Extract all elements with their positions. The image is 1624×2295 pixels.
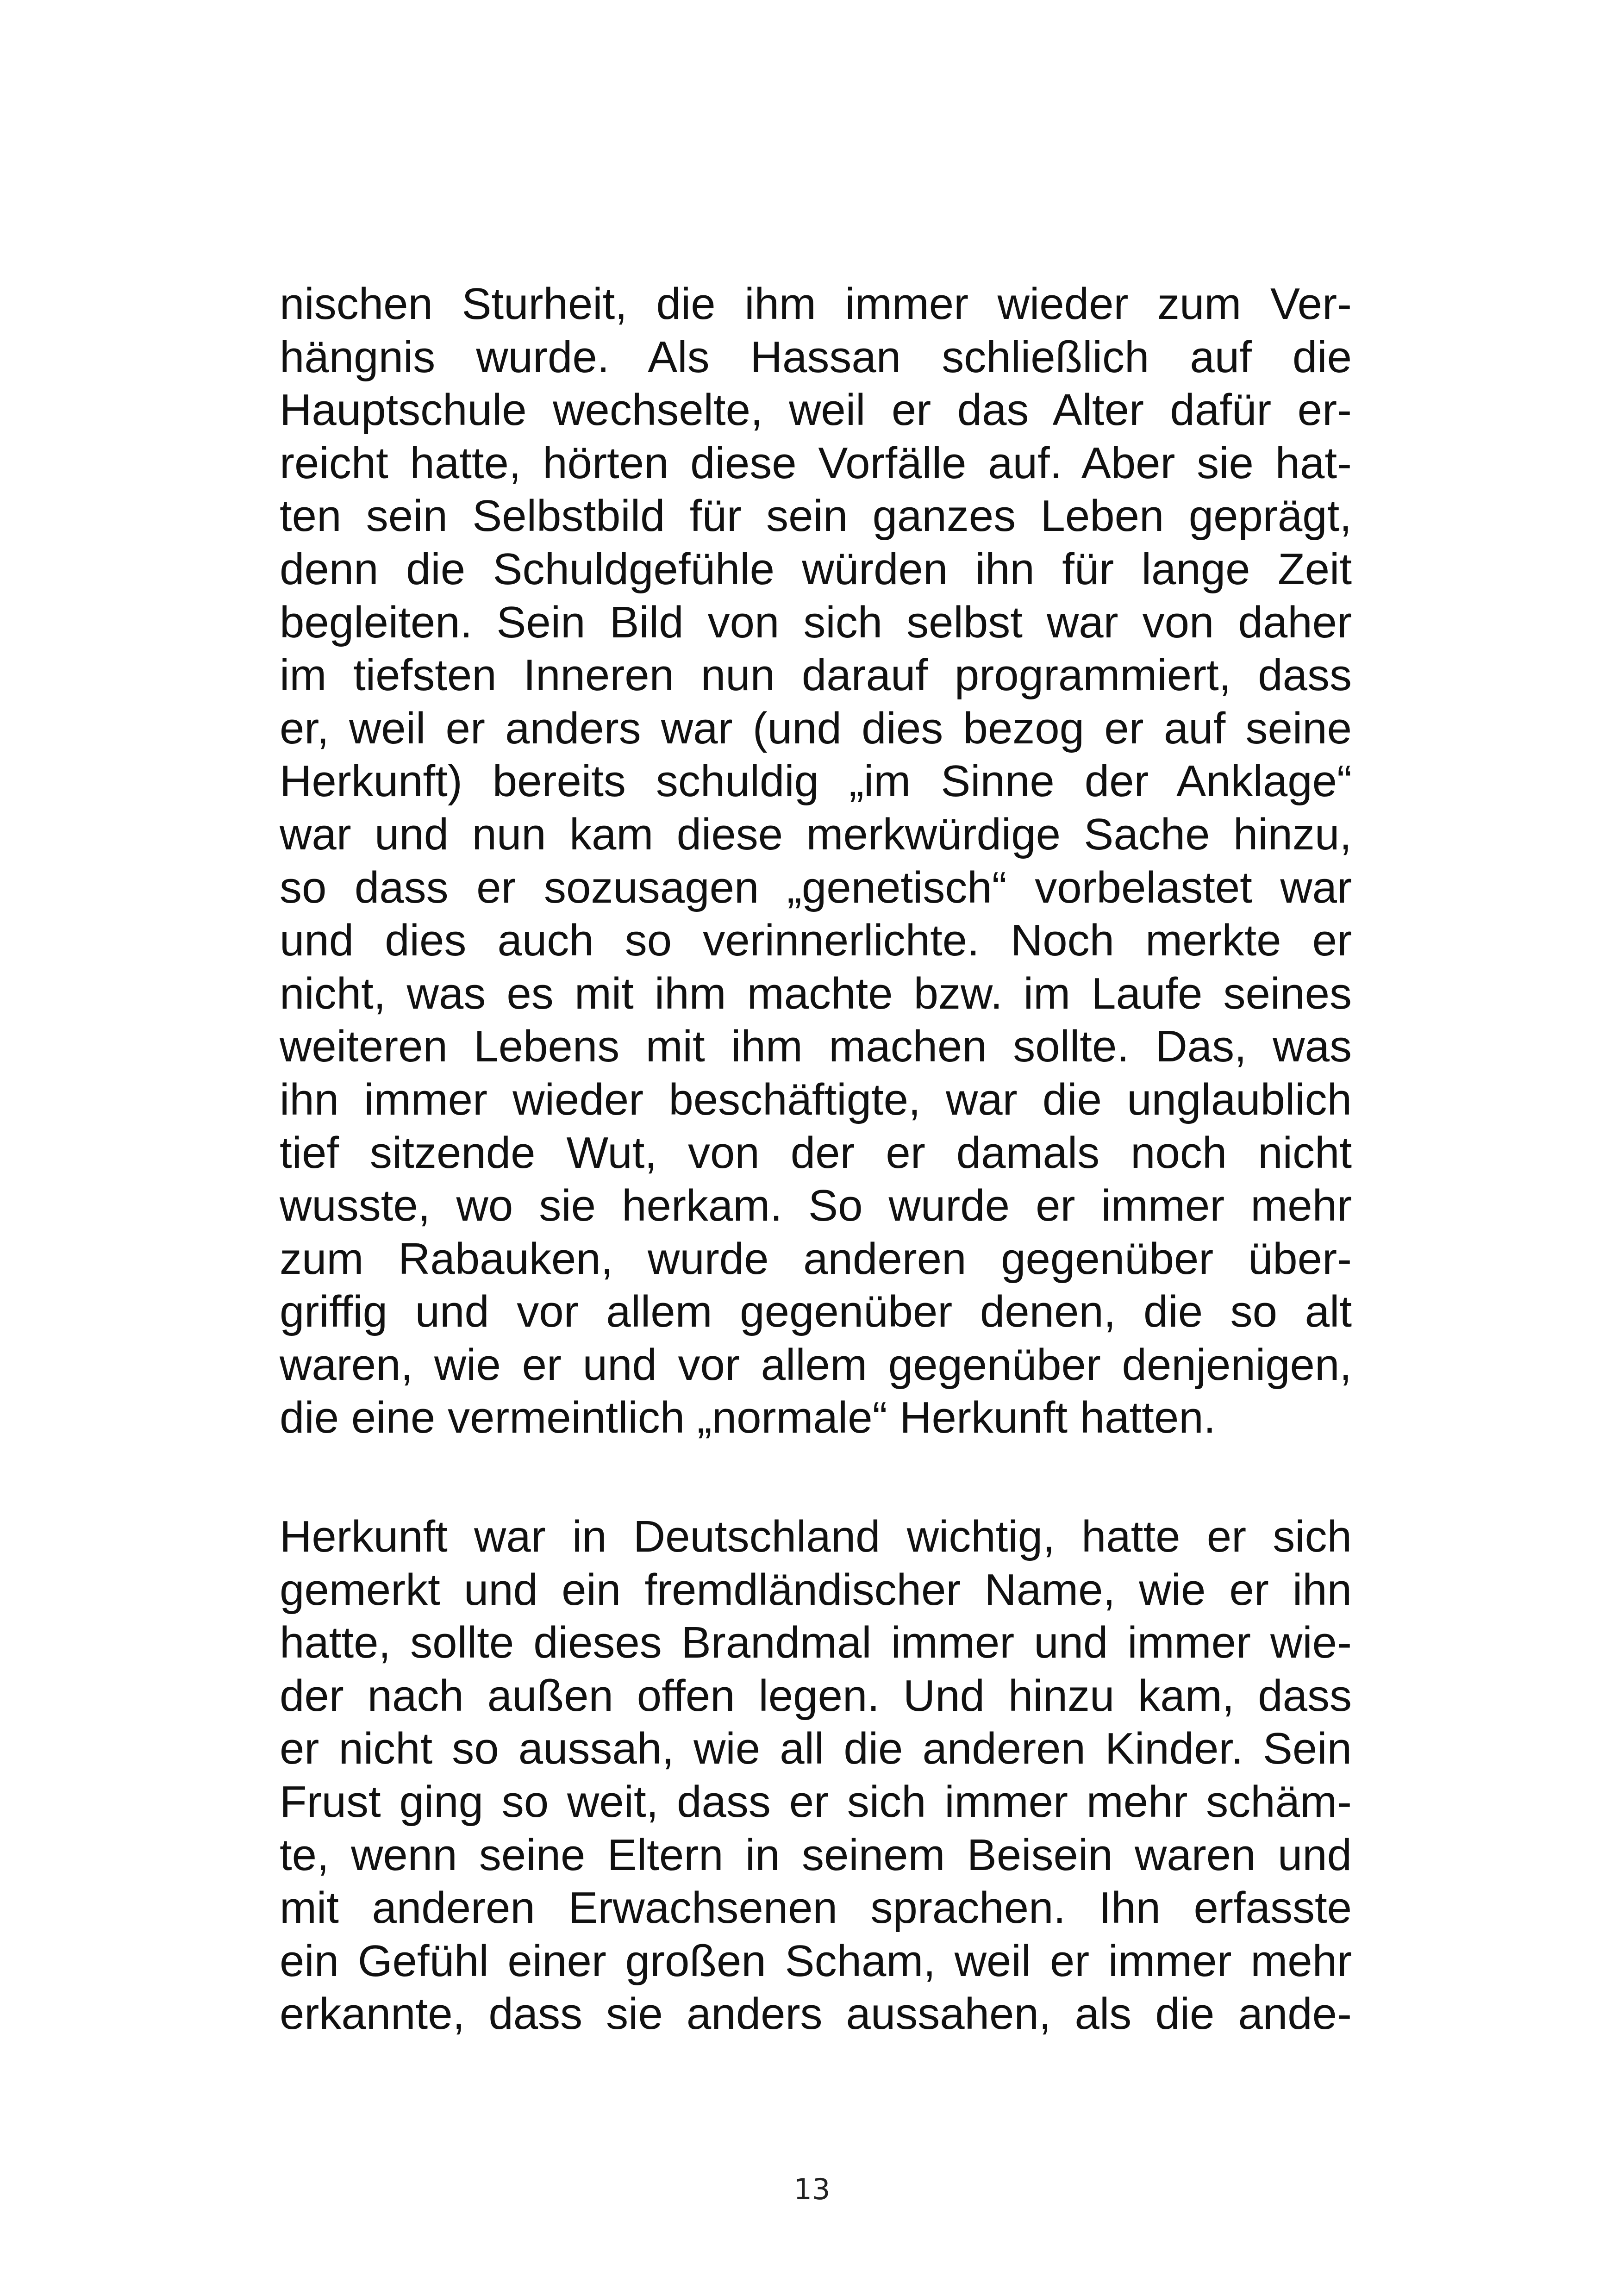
text-line: weiteren Lebens mit ihm machen sollte. Das, was bbox=[280, 1022, 1352, 1072]
text-line: te, wenn seine Eltern in seinem Beisein waren und bbox=[280, 1830, 1352, 1880]
text-line: Frust ging so weit, dass er sich immer mehr schäm- bbox=[280, 1777, 1352, 1827]
text-line: Herkunft) bereits schuldig „im Sinne der Anklage“ bbox=[280, 756, 1352, 806]
text-line: er, weil er anders war (und dies bezog er auf seine bbox=[280, 703, 1352, 753]
text-line: war und nun kam diese merkwürdige Sache hinzu, bbox=[280, 809, 1352, 859]
paragraph-2 bbox=[280, 1510, 1352, 2041]
text-line: gemerkt und ein fremdländischer Name, wie er ihn bbox=[280, 1565, 1352, 1615]
text-line: griffig und vor allem gegenüber denen, die so alt bbox=[280, 1287, 1352, 1337]
text-line: tief sitzende Wut, von der er damals noch nicht bbox=[280, 1128, 1352, 1178]
text-line: wusste, wo sie herkam. So wurde er immer mehr bbox=[280, 1181, 1352, 1231]
text-line: Hauptschule wechselte, weil er das Alter dafür er- bbox=[280, 385, 1352, 435]
text-line: ten sein Selbstbild für sein ganzes Leben geprägt, bbox=[280, 491, 1352, 541]
text-line: zum Rabauken, wurde anderen gegenüber über- bbox=[280, 1234, 1352, 1284]
text-line: hängnis wurde. Als Hassan schließlich auf die bbox=[280, 332, 1352, 382]
text-line: waren, wie er und vor allem gegenüber denjenigen, bbox=[280, 1340, 1352, 1390]
text-line: erkannte, dass sie anders aussahen, als die ande- bbox=[280, 1989, 1352, 2039]
text-line: im tiefsten Inneren nun darauf programmiert, dass bbox=[280, 650, 1352, 700]
text-line: ihn immer wieder beschäftigte, war die unglaublich bbox=[280, 1074, 1352, 1124]
paragraph-1 bbox=[280, 278, 1352, 1445]
text-line: nischen Sturheit, die ihm immer wieder zum Ver- bbox=[280, 279, 1352, 329]
text-line: mit anderen Erwachsenen sprachen. Ihn erfasste bbox=[280, 1883, 1352, 1933]
text-line: hatte, sollte dieses Brandmal immer und immer wie- bbox=[280, 1618, 1352, 1668]
text-line: die eine vermeintlich „normale“ Herkunft hatten. bbox=[280, 1393, 1216, 1443]
text-line: nicht, was es mit ihm machte bzw. im Laufe seines bbox=[280, 968, 1352, 1018]
text-line: er nicht so aussah, wie all die anderen Kinder. Sein bbox=[280, 1724, 1352, 1774]
text-line: denn die Schuldgefühle würden ihn für lange Zeit bbox=[280, 544, 1352, 594]
text-line: und dies auch so verinnerlichte. Noch merkte er bbox=[280, 916, 1352, 966]
text-line: so dass er sozusagen „genetisch“ vorbelastet war bbox=[280, 862, 1352, 912]
text-line: ein Gefühl einer großen Scham, weil er immer mehr bbox=[280, 1936, 1352, 1986]
text-line: begleiten. Sein Bild von sich selbst war von daher bbox=[280, 597, 1352, 647]
text-line: der nach außen offen legen. Und hinzu kam, dass bbox=[280, 1671, 1352, 1721]
text-line: reicht hatte, hörten diese Vorfälle auf. Aber sie hat- bbox=[280, 438, 1352, 488]
page-number: 13 bbox=[793, 2172, 831, 2206]
text-line: Herkunft war in Deutschland wichtig, hatte er sich bbox=[280, 1512, 1352, 1561]
